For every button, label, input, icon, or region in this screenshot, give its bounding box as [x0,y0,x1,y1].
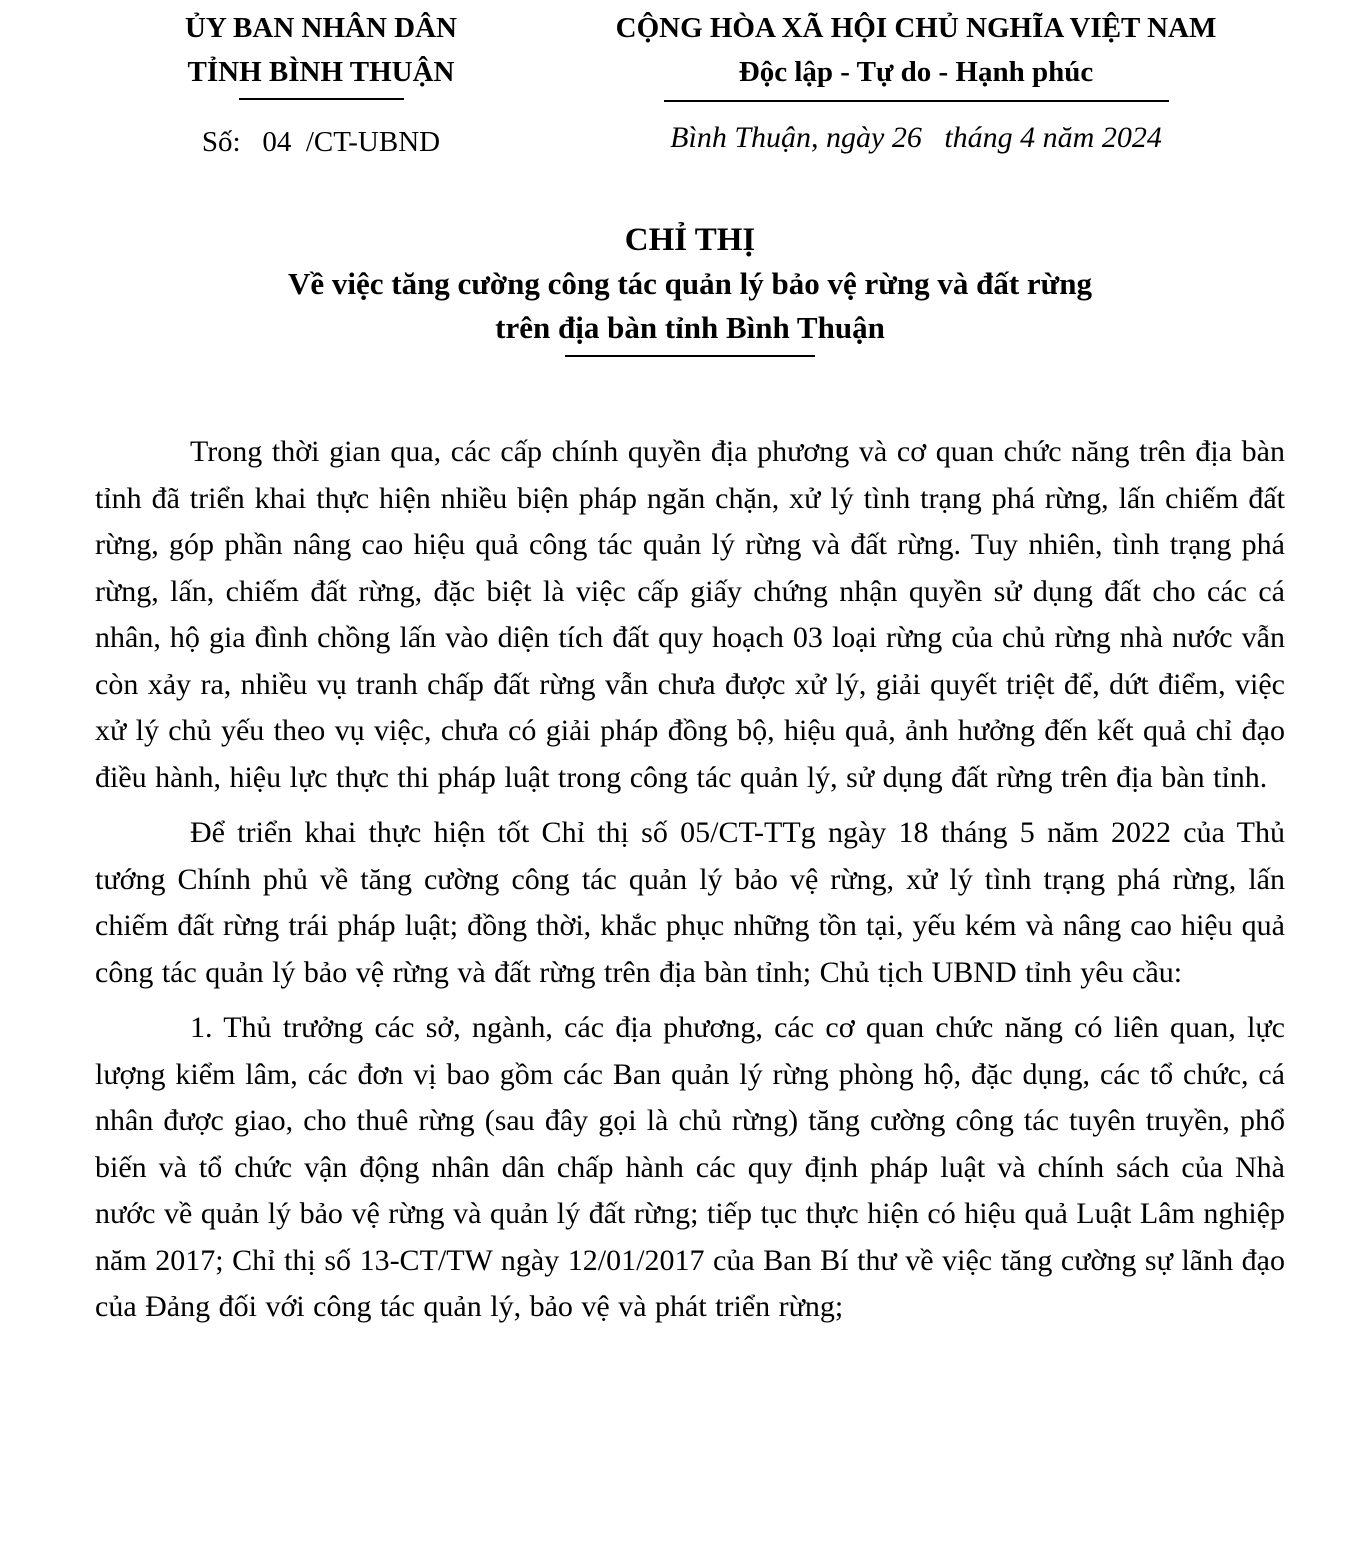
issuing-authority-line1: ỦY BAN NHÂN DÂN [184,12,457,44]
motto-underline [664,100,1169,102]
document-type-heading: CHỈ THỊ [624,222,756,258]
body-paragraph: Trong thời gian qua, các cấp chính quyền địa phương và cơ quan chức năng trên địa bàn tỉnh đã triển khai thực hiện nhiều biện pháp ngăn chặn, xử lý tình trạng phá rừng, lấn chiếm đất rừng, góp phần nâng cao hiệu quả công tác quản lý rừng và đất rừng. Tuy nhiên, tình trạng phá rừng, lấn, chiếm đất rừng, đặc biệt là việc cấp giấy chứng nhận quyền sử dụng đất cho các cá nhân, hộ gia đình chồng lấn vào diện tích đất quy hoạch 03 loại rừng của chủ rừng nhà nước vẫn còn xảy ra, nhiều vụ tranh chấp đất rừng vẫn chưa được xử lý, giải quyết triệt để, dứt điểm, việc xử lý chủ yếu theo vụ việc, chưa có giải pháp đồng bộ, hiệu quả, ảnh hưởng đến kết quả chỉ đạo điều hành, hiệu lực thực thi pháp luật trong công tác quản lý, sử dụng đất rừng trên địa bàn tỉnh. [95,435,1285,794]
national-motto-line: Độc lập - Tự do - Hạnh phúc [738,56,1094,88]
document-header [0,0,1348,160]
document-number: Số: 04 /CT-UBND [201,126,441,158]
body-paragraph: Để triển khai thực hiện tốt Chỉ thị số 05/CT-TTg ngày 18 tháng 5 năm 2022 của Thủ tướng Chính phủ về tăng cường công tác quản lý bảo vệ rừng, xử lý tình trạng phá rừng, lấn chiếm đất rừng trái pháp luật; đồng thời, khắc phục những tồn tại, yếu kém và nâng cao hiệu quả công tác quản lý bảo vệ rừng và đất rừng trên địa bàn tỉnh; Chủ tịch UBND tỉnh yêu cầu: [95,816,1285,989]
document-body [0,429,1348,1331]
body-paragraph: 1. Thủ trưởng các sở, ngành, các địa phương, các cơ quan chức năng có liên quan, lực lượng kiểm lâm, các đơn vị bao gồm các Ban quản lý rừng phòng hộ, đặc dụng, các tổ chức, cá nhân được giao, cho thuê rừng (sau đây gọi là chủ rừng) tăng cường công tác tuyên truyền, phổ biến và tổ chức vận động nhân dân chấp hành các quy định pháp luật và chính sách của Nhà nước về quản lý bảo vệ rừng và quản lý đất rừng; tiếp tục thực hiện có hiệu quả Luật Lâm nghiệp năm 2017; Chỉ thị số 13-CT/TW ngày 12/01/2017 của Ban Bí thư về việc tăng cường sự lãnh đạo của Đảng đối với công tác quản lý, bảo vệ và phát triển rừng; [95,1011,1285,1323]
document-subtitle-line1: Về việc tăng cường công tác quản lý bảo vệ rừng và đất rừng [287,266,1093,301]
place-date-line: Bình Thuận, ngày 26 tháng 4 năm 2024 [670,121,1162,154]
issuing-authority-line2: TỈNH BÌNH THUẬN [187,56,455,88]
authority-underline [239,98,404,100]
document-title-block [0,218,1348,357]
national-header-line: CỘNG HÒA XÃ HỘI CHỦ NGHĨA VIỆT NAM [615,12,1217,44]
issuing-authority-block [95,6,547,160]
national-motto-block [547,6,1285,160]
document-subtitle-line2: trên địa bàn tỉnh Bình Thuận [495,310,885,345]
title-underline [565,355,815,357]
